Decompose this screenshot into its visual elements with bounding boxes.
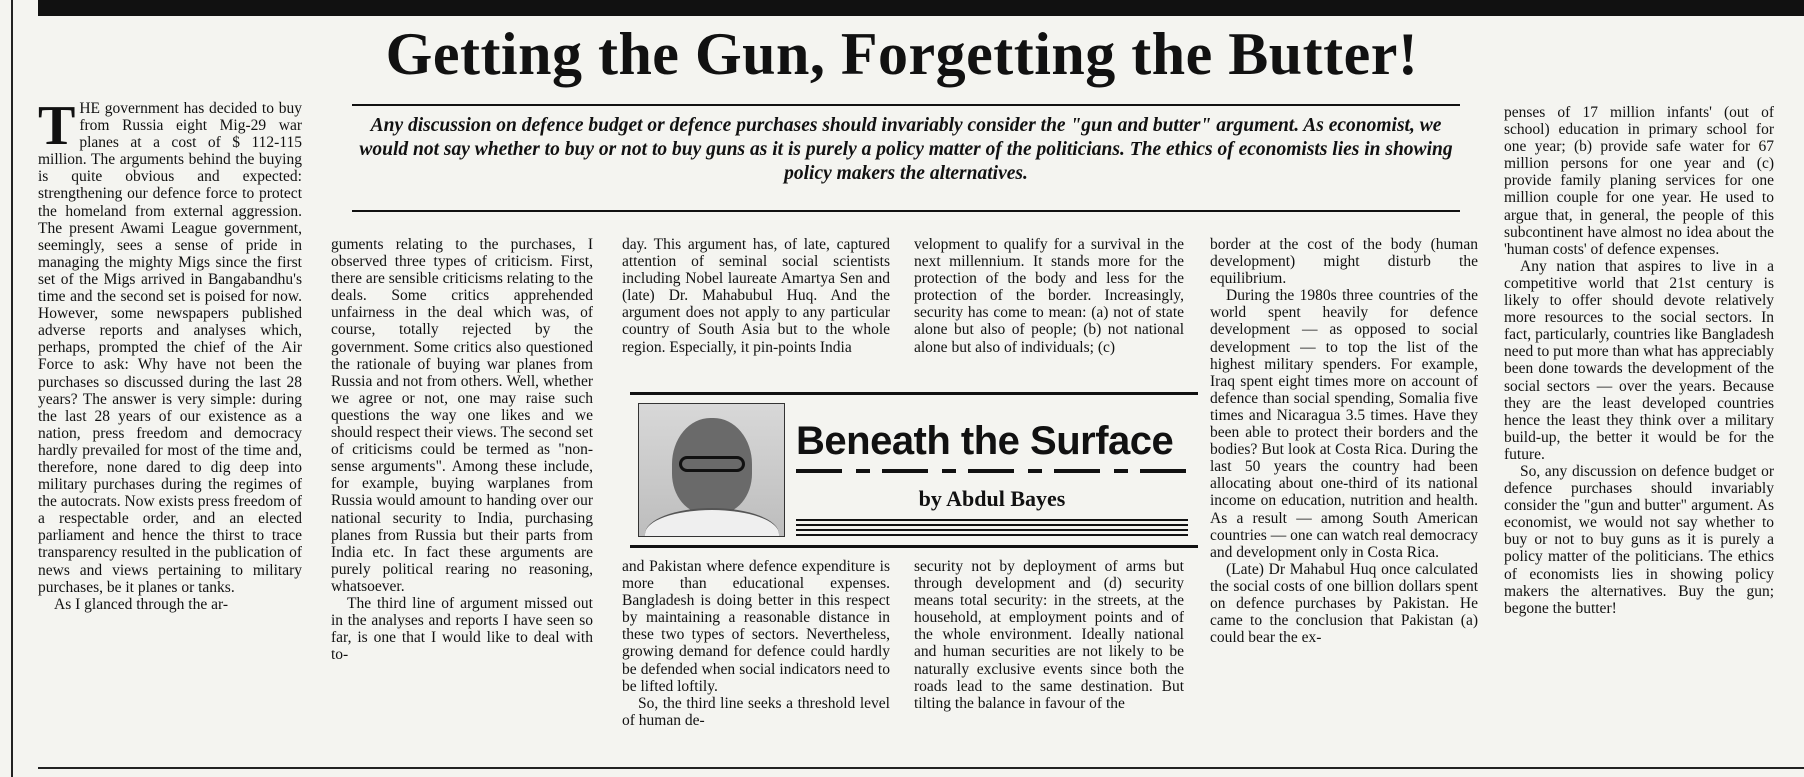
column-3-top bbox=[622, 236, 890, 390]
column-4-top bbox=[914, 236, 1184, 390]
column-1-lead-text: HE government has decided to buy from Russia eight Mig-29 war planes at a cost of $ 112-115 million. The arguments behind the buying is quite obvious and expected: strengthening our defence force to protect the homeland from external aggression. The present Awami League government, seemingly, sees a sense of pride in managing the mighty Migs since the first set of the Migs arrived in Bangabandhu's time and the second set is poised for now. However, some newspapers published adverse reports and analyses which, perhaps, prompted the chief of the Air Force to ask: Why have not been the purchases so discussed during the last 28 years? The answer is very simple: during the last 28 years of our existence as a nation, press freedom and democracy hardly prevailed for most of the time and, therefore, none dared to dig deep into military purchases during the regimes of the autocrats. Now exists press freedom of a respectable order, and an elected parliament and hence the thirst to trace transparency resulted in the publication of news and views pertaining to military purchases, be it planes or tanks. bbox=[38, 100, 302, 596]
column-6-paragraph-3: So, any discussion on defence budget or defence purchases should invariably consider the "gun and butter" argument. As economist, we would not say whether to buy or not to buy guns as it is purely a policy matter of the politicians. The ethics of economists lies in showing policy makers the alternatives. Buy the gun; begone the butter! bbox=[1504, 462, 1774, 617]
column-6-paragraph-1: penses of 17 million infants' (out of school) education in primary school for one year; (b) provide safe water for 67 million persons for one year and (c) provide family planing services for one million couple for one year. He used to argue that, in general, the people of this subcontinent have almost no idea about the 'human costs' of defence expenses. bbox=[1504, 104, 1774, 258]
column-2-paragraph-1: guments relating to the purchases, I observed three types of criticism. First, there are sensible criticisms relating to the deals. Some critics apprehended unfairness in the deal which was, of course, totally rejected by the government. Some critics also questioned the rationale of buying war planes from Russia and not from others. Well, whether we agree or not, one may raise such questions the way one likes and we should respect their views. The second set of criticisms could be termed as "non-sense arguments". Among these include, for example, buying warplanes from Russia would amount to handing over our national security to India, purchasing planes from Russia but their parts from India etc. In fact these arguments are purely political rearing no reasoning, whatsoever. bbox=[331, 236, 593, 595]
column-1-lead-paragraph bbox=[38, 100, 302, 596]
column-3-bottom bbox=[622, 558, 890, 764]
column-3-bottom-paragraph-1: and Pakistan where defence expenditure is more than educational expenses. Bangladesh is doing better in this respect by maintaining a reasonable distance in these two types of sectors. Nevertheless, growing demand for defence could hardly be defended when social indicators need to be lifted loftily. bbox=[622, 558, 890, 695]
left-rule bbox=[11, 0, 13, 777]
top-rule bbox=[38, 0, 1804, 16]
column-title: Beneath the Surface bbox=[796, 419, 1174, 463]
glasses-icon bbox=[679, 456, 745, 472]
column-6-paragraph-2: Any nation that aspires to live in a competitive world that 21st century is likely to offer should devote relatively more resources to the social sectors. In fact, particularly, countries like Bangladesh need to put more than what has appreciably been done towards the development of the social sectors — over the years. Because they are the least developed countries hence the least they think over a military build-up, the better it would be for the future. bbox=[1504, 257, 1774, 463]
column-4-bottom-text: security not by deployment of arms but through development and (d) security means total security: in the streets, at the household, at employment points and of the whole environment. Ideally national and human securities are not likely to be naturally exclusive events since both the roads lead to the same destination. But tilting the balance in favour of the bbox=[914, 558, 1184, 712]
column-4-top-text: velopment to qualify for a survival in the next millennium. It stands more for the protection of the body and less for the protection of the border. Increasingly, security has come to mean: (a) not of state alone but also of people; (b) not national alone but also of individuals; (c) bbox=[914, 236, 1184, 356]
headline: Getting the Gun, Forgetting the Butter! bbox=[385, 21, 1419, 87]
decorative-dashes bbox=[796, 469, 1188, 473]
column-2 bbox=[331, 236, 593, 764]
column-3-bottom-paragraph-2: So, the third line seeks a threshold level of human de- bbox=[622, 694, 890, 729]
column-5 bbox=[1210, 236, 1478, 764]
dropcap: T bbox=[38, 100, 76, 157]
column-5-paragraph-3: (Late) Dr Mahabul Huq once calculated the social costs of one billion dollars spent on defence purchases by Pakistan. He came to the conclusion that Pakistan (a) could bear the ex- bbox=[1210, 560, 1478, 647]
column-5-paragraph-2: During the 1980s three countries of the world spent heavily for defence development — as opposed to social development — to top the list of the highest military spenders. For example, Iraq spent eight times more on account of defence than social spending, Somalia five times and Nicaragua 3.5 times. Have they been able to protect their borders and the bodies? But look at Costa Rica. During the last 50 years the country had been allocating about one-third of its national income on education, nutrition and health. As a result — among South American countries — one can watch real democracy and development only in Costa Rica. bbox=[1210, 287, 1478, 561]
column-1-paragraph-2: As I glanced through the ar- bbox=[54, 595, 229, 613]
bottom-rule bbox=[38, 767, 1804, 769]
column-5-paragraph-1: border at the cost of the body (human development) might disturb the equilibrium. bbox=[1210, 236, 1478, 288]
decorative-stripes bbox=[796, 519, 1188, 539]
column-6 bbox=[1504, 104, 1774, 764]
byline: by Abdul Bayes bbox=[918, 486, 1066, 511]
column-box bbox=[630, 392, 1198, 548]
author-photo bbox=[638, 403, 785, 537]
column-3-top-text: day. This argument has, of late, captured attention of seminal social scientists including Nobel laureate Amartya Sen and (late) Dr. Mahabubul Huq. And the argument does not apply to any particular country of South Asia but to the whole region. Especially, it pin-points India bbox=[622, 236, 890, 356]
author-shoulders bbox=[645, 508, 779, 537]
column-2-paragraph-2: The third line of argument missed out in the analyses and reports I have seen so far, is one that I would like to deal with to- bbox=[331, 594, 593, 664]
column-4-bottom bbox=[914, 558, 1184, 764]
article-deck: Any discussion on defence budget or defence purchases should invariably consider the "gun and butter" argument. As economist, we would not say whether to buy or not to buy guns as it is purely a policy matter of the politicians. The ethics of economists lies in showing policy makers the alternatives. bbox=[352, 104, 1460, 212]
column-1 bbox=[38, 100, 302, 764]
